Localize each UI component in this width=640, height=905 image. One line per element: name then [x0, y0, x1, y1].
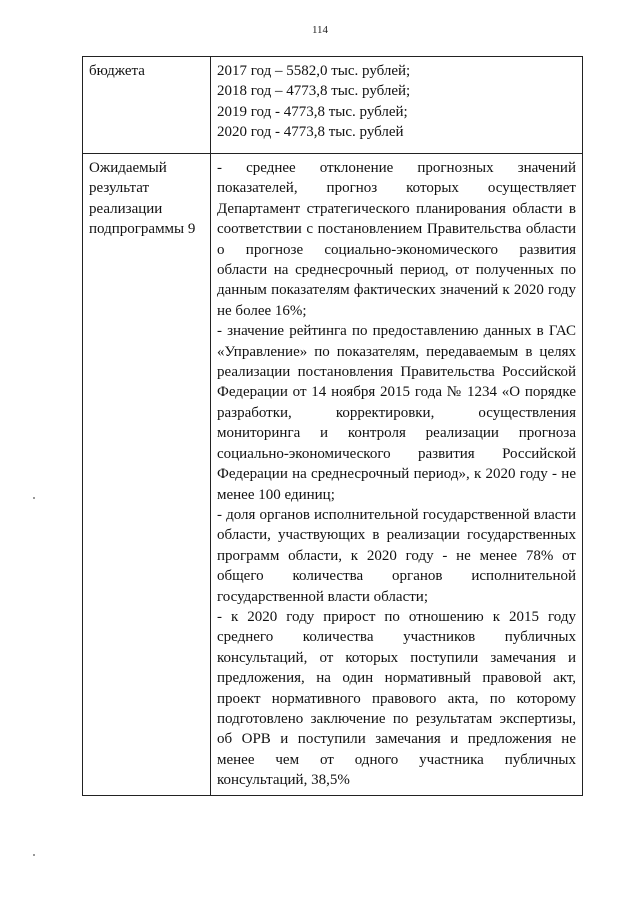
scan-dot: [33, 854, 35, 856]
budget-label: бюджета: [89, 63, 145, 79]
budget-value-cell: [211, 57, 583, 154]
table-row-budget: [83, 57, 583, 154]
result-value-cell: [211, 154, 583, 796]
budget-line-2020: 2020 год - 4773,8 тыс. рублей: [217, 124, 404, 141]
budget-line-2018: 2018 год – 4773,8 тыс. рублей;: [217, 83, 411, 100]
result-item-executive-share: - доля органов исполнительной государственной власти области, участвующих в реализации государственных программ области, к 2020 году - не менее 78% от общего количества органов исполнительной государственной власти области;: [217, 506, 576, 605]
result-label-line: подпрограммы 9: [89, 221, 196, 238]
result-label-line: результат: [89, 180, 150, 197]
page-number: 114: [311, 24, 329, 36]
budget-line-2017: 2017 год – 5582,0 тыс. рублей;: [217, 63, 411, 79]
program-table: [82, 56, 583, 796]
result-item-forecast-deviation: - среднее отклонение прогнозных значений показателей, прогноз которых осуществляет Департамент стратегического планирования области в соответствии с постановлением Правительства области о прогнозе социально-экономического развития области на среднесрочный период, от полученных по данным показателям фактических значений к 2020 году не более 16%;: [217, 160, 576, 319]
result-label-line: реализации: [89, 200, 163, 217]
budget-line-2019: 2019 год - 4773,8 тыс. рублей;: [217, 103, 408, 120]
budget-label-cell: [83, 57, 211, 154]
result-label-line: Ожидаемый: [89, 160, 167, 176]
table-row-expected-result: [83, 154, 583, 796]
scan-dot: [33, 497, 35, 499]
result-item-gas-rating: - значение рейтинга по предоставлению данных в ГАС «Управление» по показателям, передаваемым в целях реализации постановления Правительства Российской Федерации от 14 ноября 2015 года № 1234 «О порядке разработки, корректировки, осуществления мониторинга и контроля реализации прогноза социально-экономического развития Российской Федерации на среднесрочный период», к 2020 году - не менее 100 единиц;: [217, 323, 576, 503]
result-label-cell: [83, 154, 211, 796]
result-item-consultations-growth: - к 2020 году прирост по отношению к 2015 году среднего количества участников публичных консультаций, от которых поступили замечания и предложения, на один нормативный правовой акт, проект нормативного правового акта, по которому подготовлено заключение по результатам экспертизы, об ОРВ и поступили замечания и предложения не менее чем от одного участника публичных консультаций, 38,5%: [217, 608, 576, 789]
